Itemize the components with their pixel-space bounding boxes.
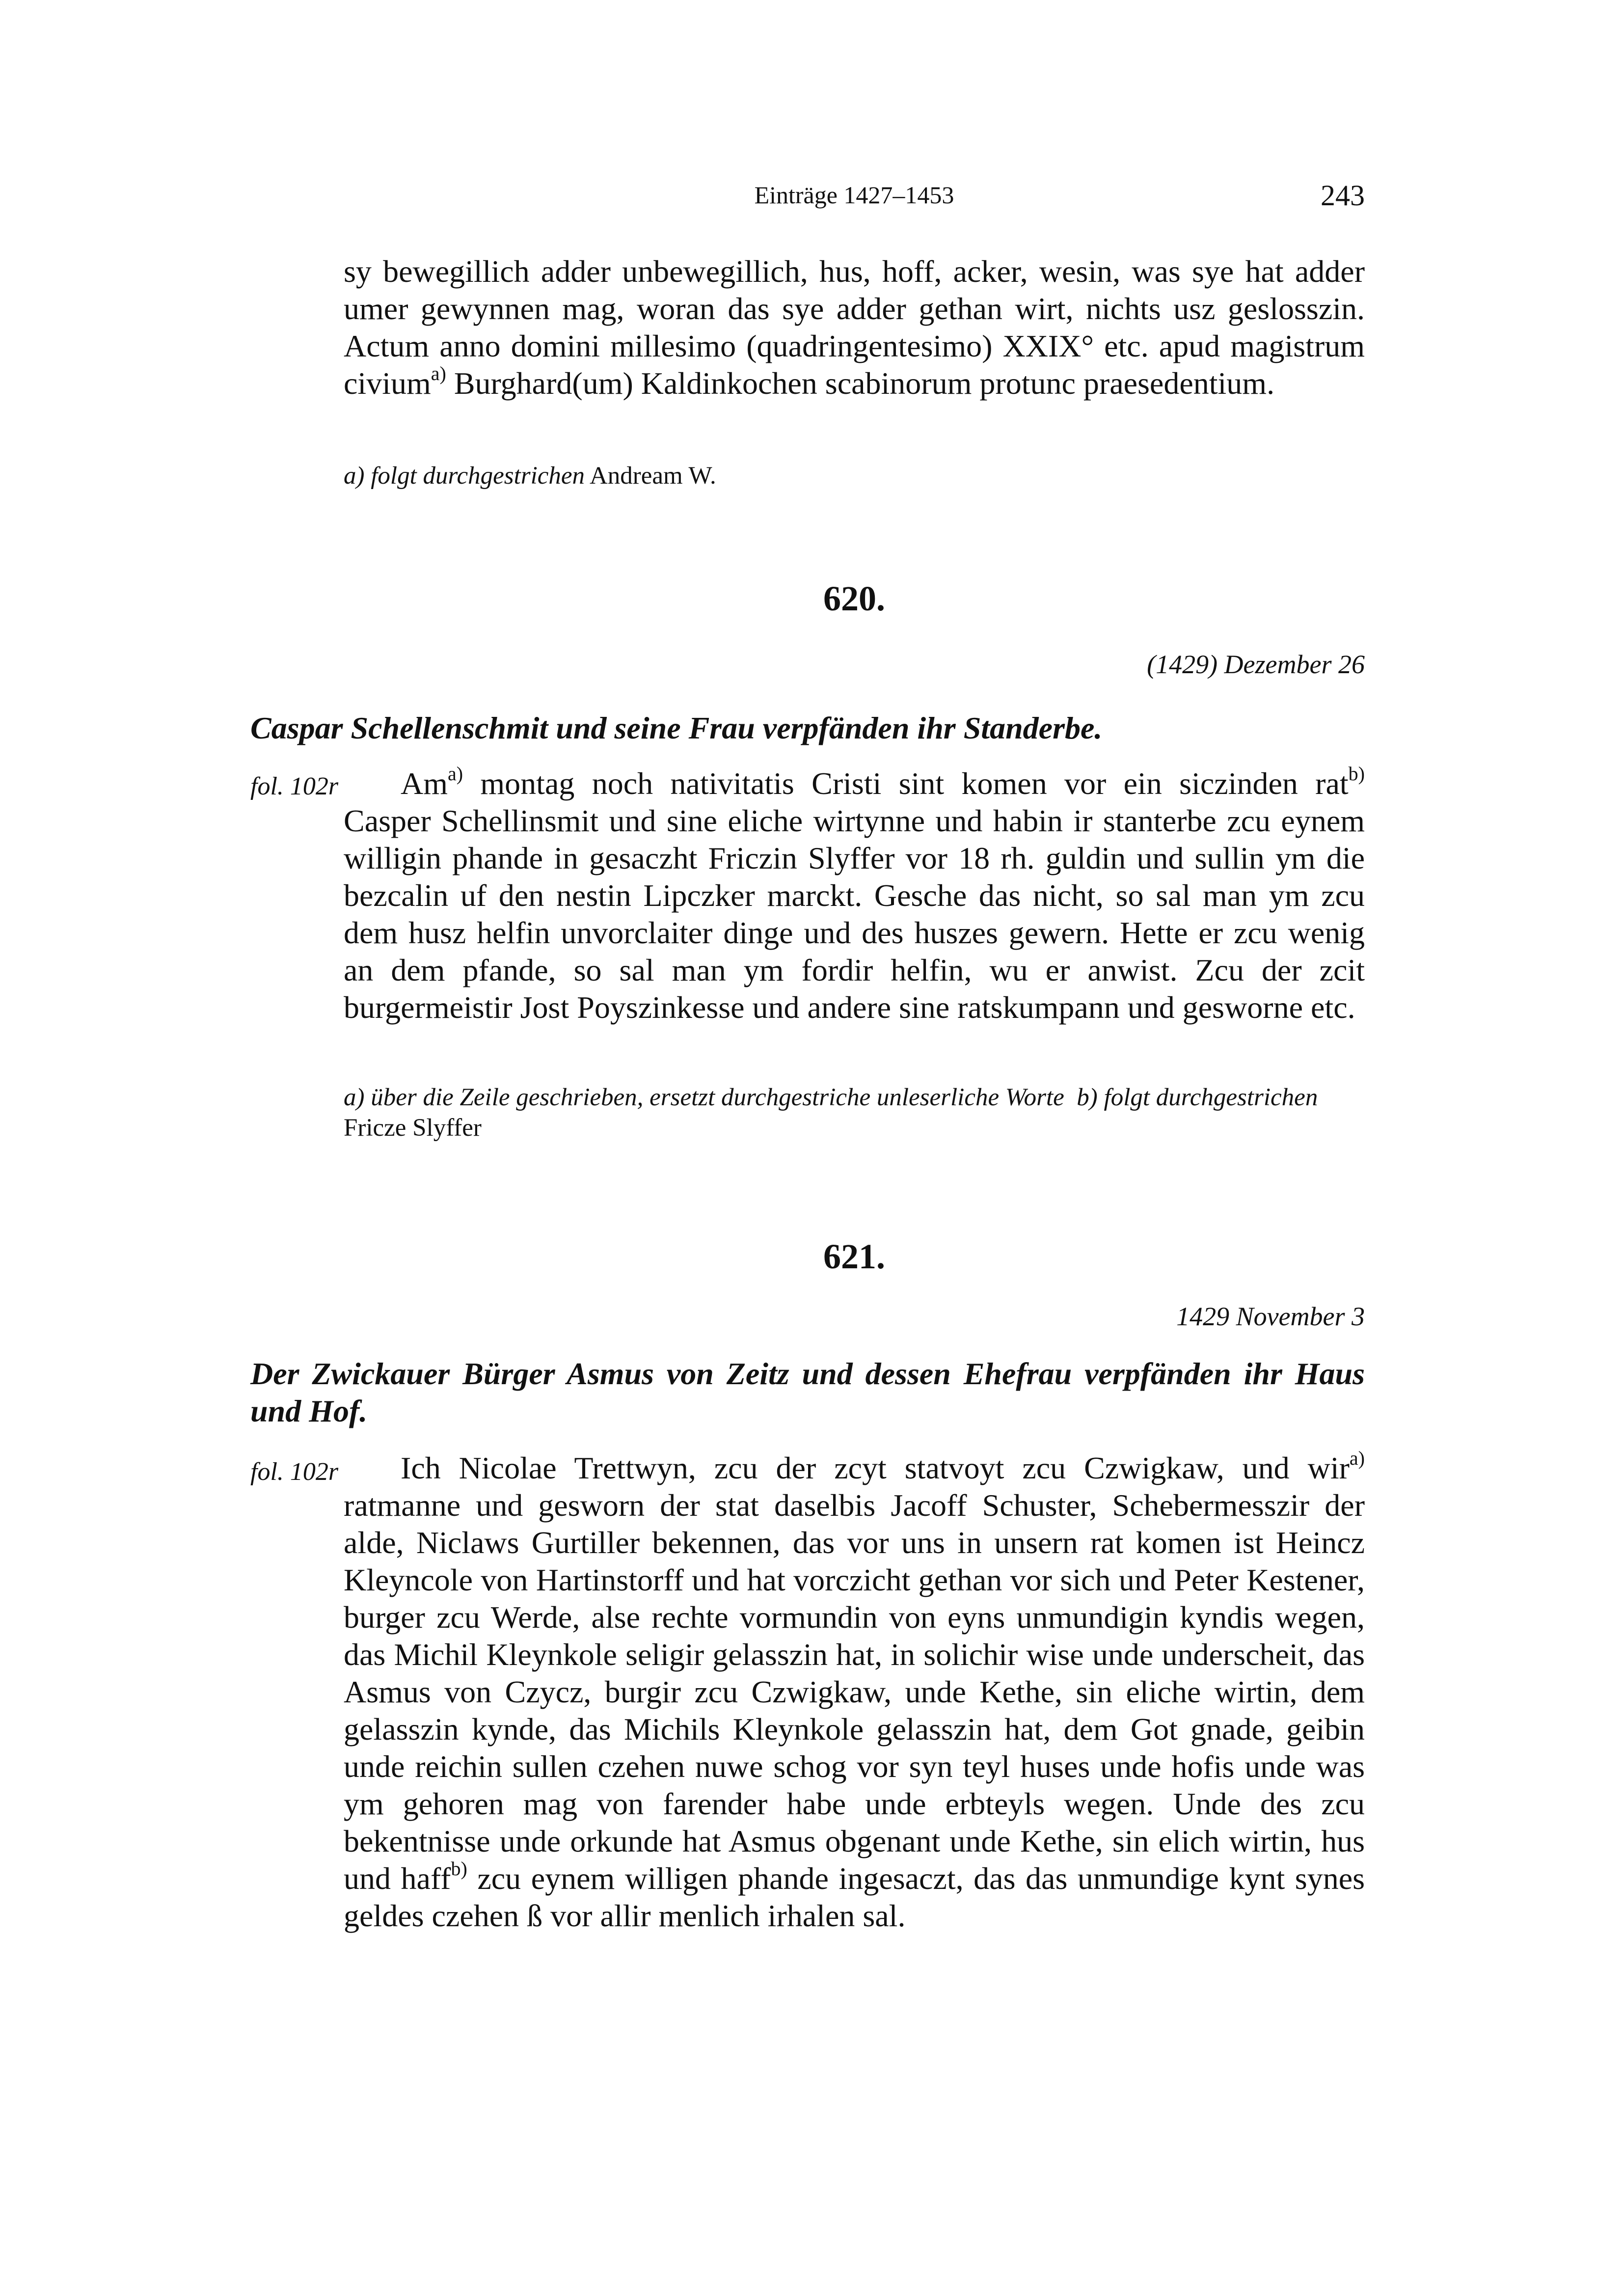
footnote-marker: a) [431,362,446,384]
prev-entry-text-part: Burghard(um) Kaldinkochen scabinorum protunc praesedentium. [446,366,1275,401]
entry-text-part: zcu eynem willigen phande ingesaczt, das das unmundige kynt synes geldes czehen ß vor allir menlich irhalen sal. [344,1861,1365,1933]
footnote-b-label: b) folgt durchgestrichen [1077,1084,1318,1111]
entry-text-part: Am [401,766,448,801]
entry-text-part: montag noch nativitatis Cristi sint komen vor ein siczinden rat [463,766,1349,801]
footnote-text: Andream W. [585,462,716,490]
prev-entry-text [344,253,1365,402]
folio-621: fol. 102r [250,1458,339,1486]
footnote-marker: b) [1348,763,1365,785]
entry-number-620: 620. [823,579,885,618]
entry-text-part: Ich Nicolae Trettwyn, zcu der zcyt statvoyt zcu Czwigkaw, und wir [401,1450,1350,1485]
prev-entry-footnote [344,461,1365,491]
footnote-b-text: Fricze Slyffer [344,1114,482,1142]
entry-date-620: (1429) Dezember 26 [1147,650,1365,679]
running-head [344,181,1365,215]
entry-footnotes-620 [344,1082,1365,1143]
footnote-marker: a) [1349,1447,1365,1469]
entry-heading-621: Der Zwickauer Bürger Asmus von Zeitz und dessen Ehefrau verpfänden ihr Haus und Hof. [250,1356,1365,1428]
footnote-a: a) über die Zeile geschrieben, ersetzt durchgestriche unleserliche Worte [344,1084,1064,1111]
entry-text-620 [344,765,1365,1026]
entry-heading-620: Caspar Schellenschmit und seine Frau verpfänden ihr Standerbe. [250,711,1103,745]
footnote-marker: a) [448,763,463,785]
entry-text-621 [344,1449,1365,1935]
entry-number-621: 621. [823,1237,885,1276]
prev-entry-text-part: sy bewegillich adder unbewegillich, hus, hoff, acker, wesin, was sye hat adder umer gewynnen mag, woran das sye adder gethan wirt, nichts usz geslosszin. Actum anno domini millesimo (quadringentesimo) XXIX° etc. apud magistrum civium [344,254,1365,401]
page-number: 243 [1321,179,1365,212]
footnote-marker: b) [451,1858,467,1880]
running-title: Einträge 1427–1453 [754,181,954,209]
folio-620: fol. 102r [250,772,339,800]
entry-text-part: ratmanne und gesworn der stat daselbis Jacoff Schuster, Schebermesszir der alde, Niclaws Gurtiller bekennen, das vor uns in unsern rat komen ist Heincz Kleyncole von Hartinstorff und hat vorczicht gethan vor sich und Peter Kestener, burger zcu Werde, alse rechte vormundin von eyns unmundigin kyndis wegen, das Michil Kleynkole seligir gelasszin hat, in solichir wise unde underscheit, das Asmus von Czycz, burgir zcu Czwigkaw, unde Kethe, sin eliche wirtin, dem gelasszin kynde, das Michils Kleynkole gelasszin hat, dem Got gnade, geibin unde reichin sullen czehen nuwe schog vor syn teyl huses unde hofis unde was ym gehoren mag von farender habe unde erbteyls wegen. Unde des zcu bekentnisse unde orkunde hat Asmus obgenant unde Kethe, sin elich wirtin, hus und haff [344,1488,1365,1896]
footnote-label: a) folgt durchgestrichen [344,462,585,490]
entry-text-part: Casper Schellinsmit und sine eliche wirtynne und habin ir stanterbe zcu eynem willigin phande in gesaczht Friczin Slyffer vor 18 rh. guldin und sullin ym die bezcalin uf den nestin Lipczker marckt. Gesche das nicht, so sal man ym zcu dem husz helfin unvorclaiter dinge und des huszes gewern. Hette er zcu wenig an dem pfande, so sal man ym fordir helfin, wu er anwist. Zcu der zcit burgermeistir Jost Poyszinkesse und andere sine ratskumpann und gesworne etc. [344,803,1365,1025]
entry-date-621: 1429 November 3 [1176,1302,1365,1331]
